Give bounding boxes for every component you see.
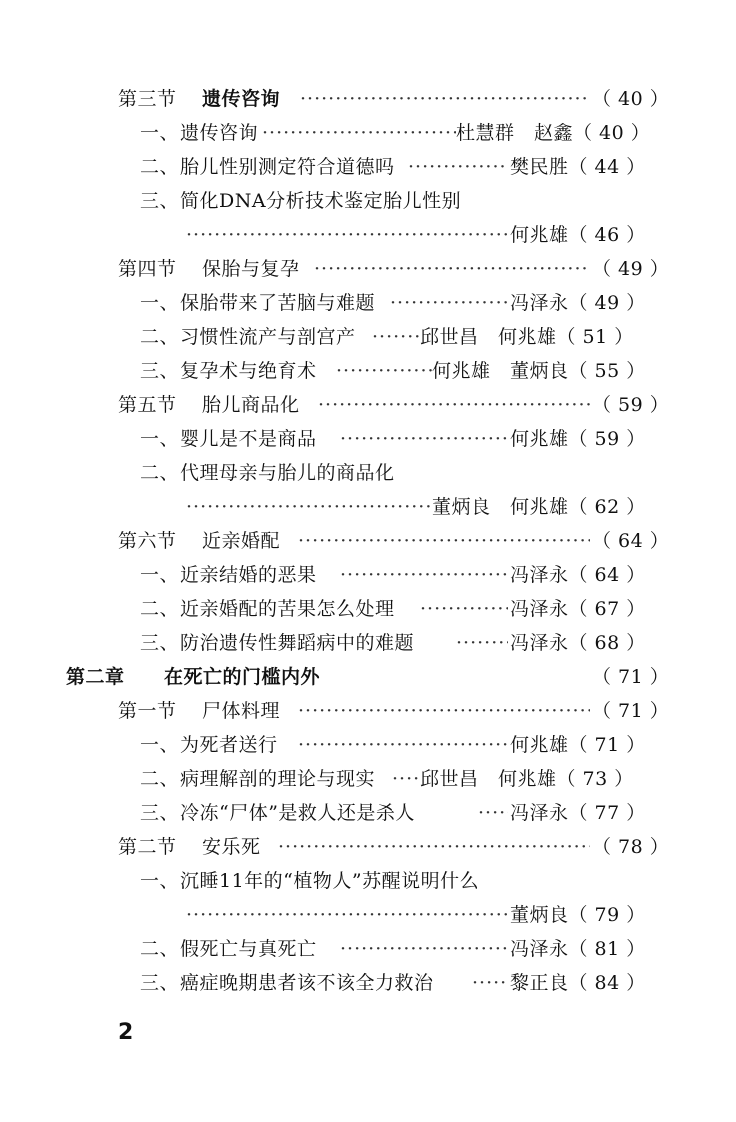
toc-entry-title: 病理解剖的理论与现实	[180, 768, 376, 790]
toc-entry-label: 第五节	[118, 394, 177, 416]
toc-entry-label: 二、	[140, 768, 180, 790]
toc-entry-title: 胎儿商品化	[202, 394, 300, 416]
toc-entry-author-page: 何兆雄 董炳良（ 55 ）	[432, 360, 646, 382]
dot-leader	[278, 832, 590, 862]
toc-entry-author-page: 何兆雄（ 59 ）	[510, 428, 646, 450]
toc-entry-label: 一、	[140, 734, 180, 756]
toc-entry-label: 三、	[140, 190, 180, 212]
toc-entry-page: （ 71 ）	[592, 666, 670, 688]
dot-leader	[340, 560, 508, 590]
toc-entry-title: 在死亡的门槛内外	[164, 666, 321, 688]
toc-entry-page: （ 49 ）	[592, 258, 670, 280]
dot-leader	[478, 798, 508, 828]
toc-entry-title: 代理母亲与胎儿的商品化	[180, 462, 395, 484]
toc-entry-author-page: 冯泽永（ 81 ）	[510, 938, 646, 960]
toc-entry-label: 第二节	[118, 836, 177, 858]
toc-entry-label: 二、	[140, 156, 180, 178]
toc-entry-author-page: 邱世昌 何兆雄（ 51 ）	[420, 326, 634, 348]
toc-entry-page: （ 71 ）	[592, 700, 670, 722]
dot-leader	[314, 254, 590, 284]
toc-entry-label: 第一节	[118, 700, 177, 722]
toc-entry-author-page: 邱世昌 何兆雄（ 73 ）	[420, 768, 634, 790]
toc-entry-title: 近亲婚配	[202, 530, 281, 552]
toc-entry-title: 为死者送行	[180, 734, 278, 756]
dot-leader	[390, 288, 508, 318]
toc-entry-author-page: 何兆雄（ 46 ）	[510, 224, 646, 246]
toc-entry-page: （ 78 ）	[592, 836, 670, 858]
toc-entry-title: 保胎与复孕	[202, 258, 300, 280]
dot-leader	[340, 424, 508, 454]
toc-entry-title: 癌症晚期患者该不该全力救治	[180, 972, 434, 994]
toc-entry-title: 保胎带来了苦脑与难题	[180, 292, 376, 314]
toc-entry-label: 三、	[140, 972, 180, 994]
toc-entry-label: 第三节	[118, 88, 177, 110]
toc-entry-page: （ 59 ）	[592, 394, 670, 416]
dot-leader	[298, 730, 508, 760]
toc-entry-label: 第二章	[66, 666, 125, 688]
dot-leader	[420, 594, 508, 624]
toc-entry-label: 二、	[140, 326, 180, 348]
dot-leader	[336, 356, 432, 386]
dot-leader	[372, 322, 420, 352]
toc-entry-page: （ 40 ）	[592, 88, 670, 110]
toc-entry-label: 一、	[140, 564, 180, 586]
toc-entry-label: 一、	[140, 870, 180, 892]
page-number: 2	[118, 1020, 134, 1045]
toc-entry-title: 尸体料理	[202, 700, 281, 722]
toc-entry-author-page: 樊民胜（ 44 ）	[510, 156, 646, 178]
dot-leader	[298, 526, 590, 556]
toc-entry-title: 近亲婚配的苦果怎么处理	[180, 598, 395, 620]
dot-leader	[456, 628, 508, 658]
toc-entry-title: 简化DNA分析技术鉴定胎儿性别	[180, 190, 462, 212]
dot-leader	[262, 118, 456, 148]
toc-entry-label: 第六节	[118, 530, 177, 552]
toc-entry-title: 假死亡与真死亡	[180, 938, 317, 960]
toc-entry-title: 沉睡11年的“植物人”苏醒说明什么	[180, 870, 480, 892]
toc-entry-title: 冷冻“尸体”是救人还是杀人	[180, 802, 415, 824]
toc-entry-page: （ 64 ）	[592, 530, 670, 552]
toc-entry-label: 一、	[140, 428, 180, 450]
toc-entry-title: 遗传咨询	[202, 88, 281, 110]
toc-entry-title: 安乐死	[202, 836, 261, 858]
dot-leader	[318, 390, 590, 420]
toc-entry-title: 习惯性流产与剖宫产	[180, 326, 356, 348]
toc-entry-label: 第四节	[118, 258, 177, 280]
toc-entry-title: 婴儿是不是商品	[180, 428, 317, 450]
dot-leader	[408, 152, 508, 182]
toc-entry-author-page: 董炳良 何兆雄（ 62 ）	[432, 496, 646, 518]
toc-entry-author-page: 冯泽永（ 64 ）	[510, 564, 646, 586]
toc-entry-label: 三、	[140, 360, 180, 382]
toc-entry-title: 遗传咨询	[180, 122, 259, 144]
dot-leader	[340, 934, 508, 964]
toc-entry-label: 一、	[140, 292, 180, 314]
toc-entry-author-page: 黎正良（ 84 ）	[510, 972, 646, 994]
dot-leader	[392, 764, 420, 794]
dot-leader	[300, 84, 590, 114]
toc-entry-author-page: 杜慧群 赵鑫（ 40 ）	[456, 122, 651, 144]
toc-entry-label: 三、	[140, 632, 180, 654]
dot-leader	[186, 900, 508, 930]
toc-entry-author-page: 冯泽永（ 77 ）	[510, 802, 646, 824]
toc-entry-label: 一、	[140, 122, 180, 144]
toc-entry-author-page: 冯泽永（ 68 ）	[510, 632, 646, 654]
toc-entry-label: 二、	[140, 598, 180, 620]
dot-leader	[186, 492, 432, 522]
toc-entry-title: 复孕术与绝育术	[180, 360, 317, 382]
dot-leader	[298, 696, 590, 726]
toc-entry-label: 二、	[140, 938, 180, 960]
dot-leader	[472, 968, 508, 998]
toc-entry-title: 防治遗传性舞蹈病中的难题	[180, 632, 415, 654]
dot-leader	[186, 220, 508, 250]
toc-entry-author-page: 冯泽永（ 67 ）	[510, 598, 646, 620]
toc-entry-author-page: 冯泽永（ 49 ）	[510, 292, 646, 314]
toc-entry-author-page: 董炳良（ 79 ）	[510, 904, 646, 926]
toc-entry-author-page: 何兆雄（ 71 ）	[510, 734, 646, 756]
toc-entry-label: 二、	[140, 462, 180, 484]
toc-entry-title: 近亲结婚的恶果	[180, 564, 317, 586]
toc-entry-title: 胎儿性别测定符合道德吗	[180, 156, 395, 178]
toc-entry-label: 三、	[140, 802, 180, 824]
